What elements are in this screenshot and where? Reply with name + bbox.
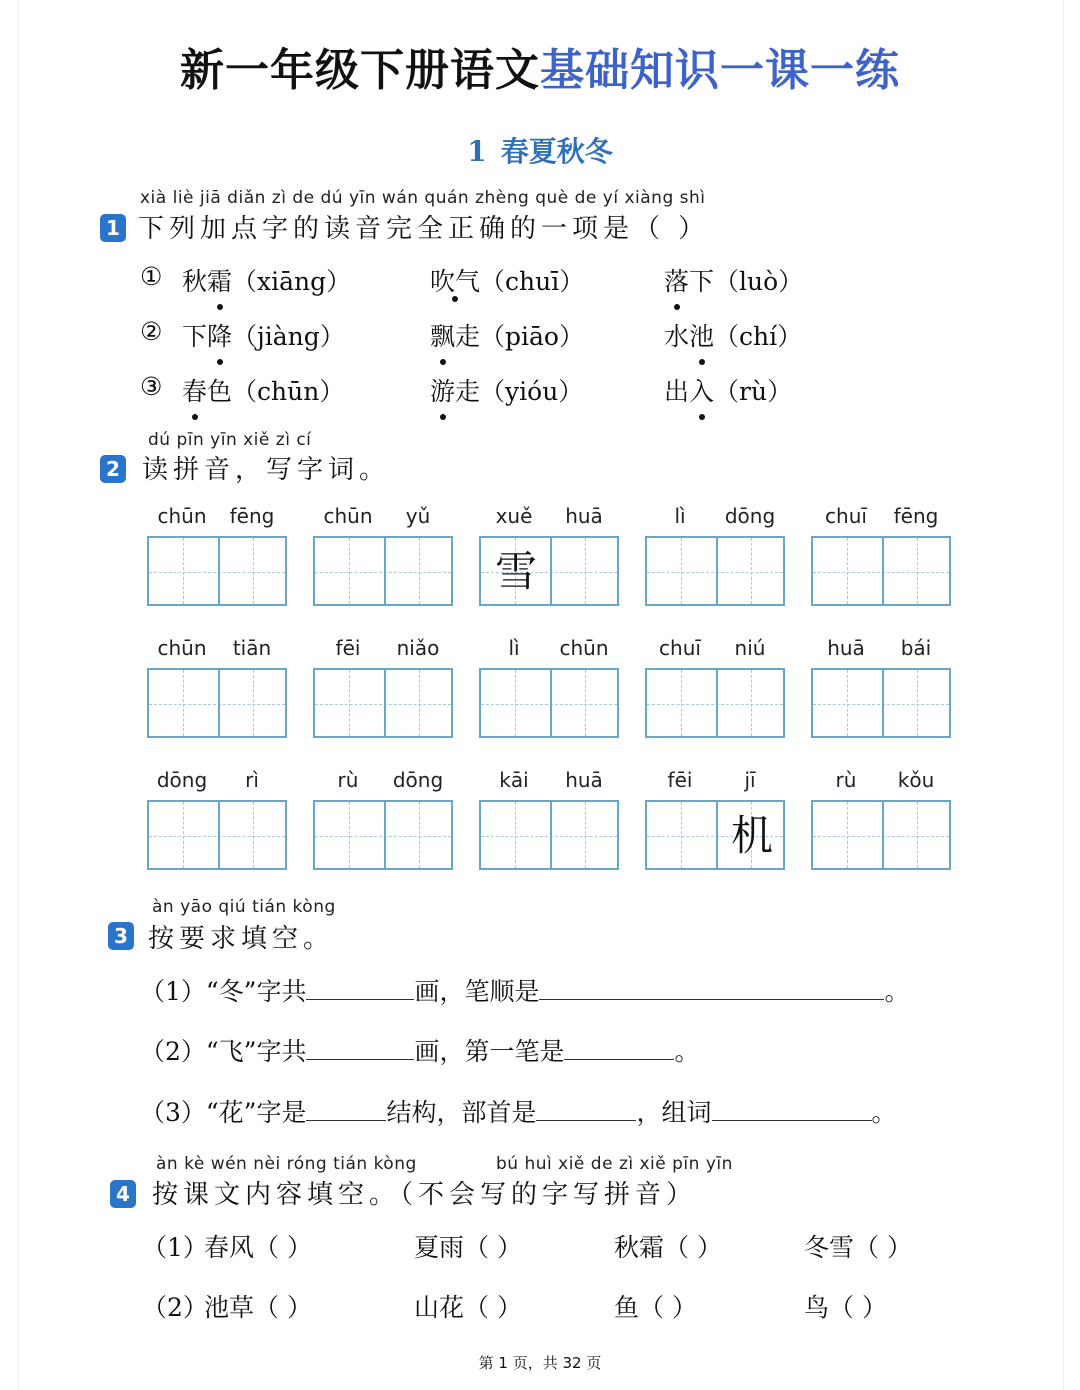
blank[interactable]	[306, 1100, 386, 1121]
pinyin-syllable: lì	[674, 504, 686, 528]
dotted-char: 池	[689, 317, 714, 353]
blank[interactable]	[712, 1100, 872, 1121]
q4-row-label: （1）	[142, 1233, 208, 1262]
pinyin-syllable: rì	[245, 768, 259, 792]
pinyin-syllable: yǔ	[405, 504, 431, 528]
q3-badge: 3	[108, 922, 134, 950]
written-char	[551, 538, 621, 608]
lesson-number: 1	[467, 135, 487, 168]
written-char	[551, 670, 621, 740]
q4-fill-item[interactable]: 池草（ ）	[204, 1293, 312, 1322]
pinyin-syllable: huā	[565, 504, 603, 528]
pinyin-syllable: dōng	[724, 504, 776, 528]
q4-text: 按课文内容填空。（不会写的字写拼音）	[152, 1180, 698, 1210]
q1-text: 下列加点字的读音完全正确的一项是（ ）	[138, 214, 710, 244]
written-char	[481, 670, 551, 740]
tianzige-box[interactable]	[645, 536, 785, 606]
written-char	[385, 538, 455, 608]
tianzige-box[interactable]	[645, 800, 785, 870]
tianzige-box[interactable]	[313, 800, 453, 870]
written-char	[315, 538, 385, 608]
written-char	[883, 538, 953, 608]
tianzige-box[interactable]	[811, 800, 951, 870]
written-char	[551, 802, 621, 872]
q1-option-item: 吹气（chuī）	[430, 267, 585, 296]
q1-option-item: 秋霜（xiāng）	[182, 262, 351, 298]
pinyin-syllable: tiān	[232, 636, 272, 660]
title-blue: 基础知识一课一练	[540, 45, 900, 96]
pinyin-syllable: chuī	[659, 636, 701, 660]
q4-fill-item[interactable]: 山花（ ）	[414, 1293, 522, 1322]
pinyin-syllable: fēi	[335, 636, 361, 660]
tianzige-box[interactable]	[645, 668, 785, 738]
title-black: 新一年级下册语文	[180, 45, 540, 96]
written-char	[149, 802, 219, 872]
written-char	[883, 802, 953, 872]
q4-row-label: （2）	[142, 1293, 208, 1322]
written-char	[813, 670, 883, 740]
q3-text: 按要求填空。	[148, 924, 335, 954]
blank[interactable]	[564, 1039, 674, 1060]
q1-option-item: 下降（jiàng）	[182, 317, 345, 353]
written-char	[385, 670, 455, 740]
q4-fill-item[interactable]: 夏雨（ ）	[414, 1233, 522, 1262]
blank[interactable]	[306, 979, 414, 1000]
dotted-char: 春	[182, 372, 207, 408]
q2-text: 读拼音，写字词。	[142, 455, 391, 485]
tianzige-box[interactable]	[811, 536, 951, 606]
pinyin-syllable: fēng	[893, 504, 939, 528]
written-char	[883, 670, 953, 740]
blank[interactable]	[539, 979, 884, 1000]
tianzige-box[interactable]	[811, 668, 951, 738]
written-char	[385, 802, 455, 872]
written-char	[647, 802, 717, 872]
pinyin-syllable: dōng	[392, 768, 444, 792]
pinyin-syllable: dōng	[156, 768, 208, 792]
pinyin-syllable: jī	[744, 768, 756, 792]
pinyin-syllable: kāi	[499, 768, 529, 792]
q1-option-item: 水池（chí）	[664, 317, 802, 353]
pinyin-syllable: chūn	[559, 636, 609, 660]
pinyin-syllable: chuī	[825, 504, 867, 528]
written-char	[813, 802, 883, 872]
written-char: 雪	[494, 547, 537, 596]
q4-fill-item[interactable]: 秋霜（ ）	[614, 1233, 722, 1262]
written-char	[717, 670, 787, 740]
written-char	[219, 538, 289, 608]
pinyin-syllable: niǎo	[396, 636, 440, 660]
written-char	[717, 538, 787, 608]
pinyin-syllable: niú	[734, 636, 766, 660]
pinyin-syllable: chūn	[157, 504, 207, 528]
dotted-char: 飘	[430, 317, 455, 353]
lesson-title	[0, 130, 1080, 170]
q3-item-3: （3）“花”字是 结构，部首是 ，组词 。	[140, 1098, 897, 1127]
lesson-name: 春夏秋冬	[500, 135, 613, 168]
pinyin-syllable: rù	[337, 768, 359, 792]
dotted-char: 落	[664, 262, 689, 298]
q1-pinyin: xià liè jiā diǎn zì de dú yīn wán quán zhèng què de yí xiàng shì	[140, 188, 706, 208]
tianzige-box[interactable]	[479, 800, 619, 870]
option-label: ③	[140, 372, 163, 401]
pinyin-syllable: xuě	[495, 504, 533, 528]
tianzige-box[interactable]	[313, 668, 453, 738]
q4-fill-item[interactable]: 冬雪（ ）	[804, 1233, 912, 1262]
q1-option-item: 飘走（piāo）	[430, 317, 584, 353]
q1-option-item: 出入（rù）	[664, 372, 792, 408]
q1-option-item: 游走（yióu）	[430, 372, 583, 408]
q1-option-item: 春色（chūn）	[182, 372, 344, 408]
dotted-char: 霜	[207, 262, 232, 298]
pinyin-syllable: chūn	[157, 636, 207, 660]
q3-item-1: （1）“冬”字共 画，笔顺是 。	[140, 977, 910, 1006]
blank[interactable]	[306, 1039, 414, 1060]
tianzige-box[interactable]	[479, 536, 619, 606]
written-char	[647, 538, 717, 608]
written-char	[813, 538, 883, 608]
tianzige-box[interactable]	[147, 536, 287, 606]
pinyin-syllable: chūn	[323, 504, 373, 528]
written-char	[149, 538, 219, 608]
pinyin-syllable: huā	[827, 636, 865, 660]
pinyin-syllable: kǒu	[897, 768, 935, 792]
written-char	[315, 670, 385, 740]
page-title	[0, 34, 1080, 98]
pinyin-syllable: huā	[565, 768, 603, 792]
tianzige-box[interactable]	[479, 668, 619, 738]
q4-badge: 4	[110, 1180, 136, 1208]
pinyin-syllable: bái	[900, 636, 932, 660]
pinyin-syllable: fēng	[229, 504, 275, 528]
q4-pinyin-2: bú huì xiě de zì xiě pīn yīn	[496, 1154, 733, 1174]
written-char	[219, 802, 289, 872]
q4-pinyin-1: àn kè wén nèi róng tián kòng	[156, 1154, 417, 1174]
option-label: ②	[140, 317, 163, 346]
pinyin-syllable: lì	[508, 636, 520, 660]
written-char	[219, 670, 289, 740]
tianzige-box[interactable]	[147, 668, 287, 738]
q4-fill-item[interactable]: 春风（ ）	[204, 1233, 312, 1262]
blank[interactable]	[536, 1100, 636, 1121]
q3-pinyin: àn yāo qiú tián kòng	[152, 897, 336, 917]
q1-badge: 1	[100, 214, 126, 242]
q4-fill-item[interactable]: 鱼（ ）	[614, 1293, 697, 1322]
dotted-char: 入	[689, 372, 714, 408]
pinyin-syllable: rù	[835, 768, 857, 792]
written-char	[315, 802, 385, 872]
written-char	[481, 802, 551, 872]
tianzige-box[interactable]	[147, 800, 287, 870]
written-char	[647, 670, 717, 740]
option-label: ①	[140, 262, 163, 291]
q2-badge: 2	[100, 455, 126, 483]
q4-fill-item[interactable]: 鸟（ ）	[804, 1293, 887, 1322]
written-char: 机	[730, 811, 773, 860]
written-char	[149, 670, 219, 740]
dotted-char: 游	[430, 372, 455, 408]
page-footer: 第 1 页，共 32 页	[478, 1354, 602, 1372]
dotted-char: 降	[207, 317, 232, 353]
pinyin-syllable: fēi	[667, 768, 693, 792]
q3-item-2: （2）“飞”字共 画，第一笔是 。	[140, 1037, 700, 1066]
tianzige-box[interactable]	[313, 536, 453, 606]
q2-pinyin: dú pīn yīn xiě zì cí	[148, 430, 312, 450]
q1-option-item: 落下（luò）	[664, 262, 803, 298]
